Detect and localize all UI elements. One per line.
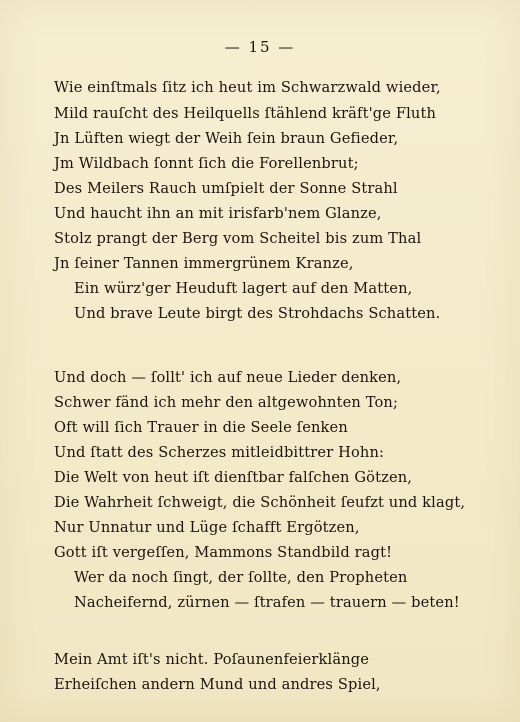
- poem-line: Nacheifernd, zürnen — ſtrafen — trauern — beten!: [74, 594, 460, 611]
- poem-line: Nur Unnatur und Lüge ſchafft Ergötzen,: [54, 519, 360, 536]
- poem-line: Und doch — ſollt' ich auf neue Lieder denken,: [54, 369, 402, 386]
- poem-line: Schwer fänd ich mehr den altgewohnten Ton;: [54, 394, 399, 411]
- poem-line: Wer da noch ſingt, der ſollte, den Propheten: [74, 569, 408, 586]
- poem-line: Und ſtatt des Scherzes mitleidbittrer Hohn:: [54, 444, 385, 461]
- poem-line: Jn ſeiner Tannen immergrünem Kranze,: [54, 255, 354, 272]
- poem-line: Mild rauſcht des Heilquells ſtählend kräft'ge Fluth: [54, 105, 437, 122]
- poem-line: Und haucht ihn an mit irisfarb'nem Glanze,: [54, 205, 382, 222]
- poem-line: Jm Wildbach ſonnt ſich die Forellenbrut;: [54, 155, 359, 172]
- page-number: — 15 —: [224, 38, 296, 56]
- poem-line: Oft will ſich Trauer in die Seele ſenken: [54, 419, 348, 436]
- poem-line: Stolz prangt der Berg vom Scheitel bis zum Thal: [54, 230, 422, 247]
- poem-line: Die Welt von heut iſt dienſtbar falſchen Götzen,: [54, 469, 413, 486]
- poem-line: Und brave Leute birgt des Strohdachs Schatten.: [74, 305, 441, 322]
- poem-line: Wie einſtmals ſitz ich heut im Schwarzwald wieder,: [54, 79, 441, 96]
- poem-line: Ein würz'ger Heuduft lagert auf den Matten,: [74, 280, 413, 297]
- poem-line: Erheiſchen andern Mund und andres Spiel,: [54, 676, 381, 693]
- poem-line: Mein Amt iſt's nicht. Poſaunenfeierklänge: [54, 651, 370, 668]
- poem-line: Gott iſt vergeſſen, Mammons Standbild ragt!: [54, 544, 393, 561]
- poem-line: Die Wahrheit ſchweigt, die Schönheit ſeufzt und klagt,: [54, 494, 466, 511]
- poem-line: Jn Lüften wiegt der Weih ſein braun Gefieder,: [54, 130, 399, 147]
- poem-line: Des Meilers Rauch umſpielt der Sonne Strahl: [54, 180, 398, 197]
